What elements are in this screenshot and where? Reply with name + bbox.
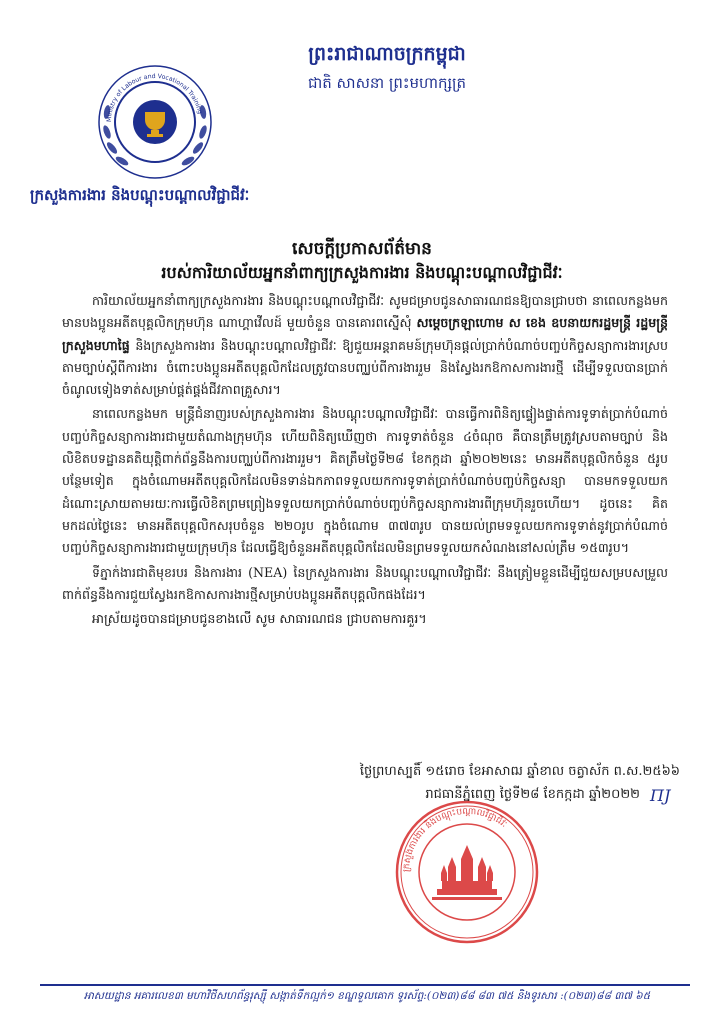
- document-title: សេចក្តីប្រកាសព័ត៌មាន: [292, 239, 432, 259]
- paragraph-3: ទីភ្នាក់ងារជាតិមុខរបរ និងការងារ (NEA) នៃក្រសួងការងារ និងបណ្តុះបណ្តាលវិជ្ជាជីវៈ នឹងត្រៀមខ្លួនដើម្បីជួយសម្របសម្រួលពាក់ព័ន្ធនឹងការជួយស្វែងរកឱកាសការងារថ្មីសម្រាប់បងប្អូនអតីតបុគ្គលិកផងដែរ។: [62, 564, 668, 602]
- paragraph-2: នាពេលកន្លងមក មន្ត្រីជំនាញរបស់ក្រសួងការងារ និងបណ្តុះបណ្តាលវិជ្ជាជីវៈ បានធ្វើការពិនិត្យផ្ទៀងផ្ទាត់ការទូទាត់ប្រាក់បំណាច់បញ្ចប់កិច្ចសន្យាការងារជាមួយតំណាងក្រុមហ៊ុន ហើយពិនិត្យឃើញថា ការទូទាត់ចំនួន ៤ចំណុច គឺបានត្រឹមត្រូវស្របតាមច្បាប់ និងលិខិតបទដ្ឋានគតិយុត្តិពាក់ព័ន្ធនឹងការបញ្ឈប់ពីការងាររួម។ គិតត្រឹមថ្ងៃទី២៨ ខែកក្កដា ឆ្នាំ២០២២នេះ មានអតីតបុគ្គលិកចំនួន ៥រូប បន្ថែមទៀត ក្នុងចំណោមអតីតបុគ្គលិកដែលមិនទាន់ឯកភាពទទួលយកការទូទាត់ប្រាក់បំណាច់បញ្ចប់កិច្ចសន្យា បានមកទទួលយកដំណោះស្រាយតាមរយៈការធ្វើលិខិតព្រមព្រៀងទទួលយកប្រាក់បំណាច់បញ្ចប់កិច្ចសន្យាការងារពីក្រុមហ៊ុនរួចហើយ។ ដូចនេះ គិតមកដល់ថ្ងៃនេះ មានអតីតបុគ្គលិកសរុបចំនួន ២២០រូប ក្នុងចំណោម ៣៧៣រូប បានយល់ព្រមទទួលយកការទូទាត់នូវប្រាក់បំណាច់បញ្ចប់កិច្ចសន្យាការងារជាមួយក្រុមហ៊ុន ដែលធ្វើឱ្យចំនួនអតីតបុគ្គលិកដែលមិនព្រមទទួលយកសំណងនៅសល់ត្រឹម ១៥៣រូប។: [62, 406, 668, 556]
- paragraph-1-bold-name: សម្តេចក្រឡាហោម ស ខេង ឧបនាយករដ្ឋមន្ត្រី រដ្ឋមន្ត្រីក្រសួងមហាផ្ទៃ: [62, 315, 668, 353]
- angkor-temple-icon: [432, 845, 502, 900]
- footer-divider: [40, 984, 690, 986]
- ministry-logo: [95, 62, 215, 182]
- paragraph-1-text-b: និងក្រសួងការងារ និងបណ្តុះបណ្តាលវិជ្ជាជីវៈ ឱ្យជួយអន្តរាគមន៍ក្រុមហ៊ុនផ្តល់ប្រាក់បំណាច់បញ្ចប់កិច្ចសន្យាការងារស្របតាមច្បាប់ស្តីពីការងារ ចំពោះបងប្អូនអតីតបុគ្គលិកដែលត្រូវបានបញ្ឈប់ពីការងាររួម និងស្វែងរកឱកាសការងារថ្មី ដើម្បីទទួលបានប្រាក់ចំណូលទៀងទាត់សម្រាប់ផ្គត់ផ្គង់ជីវភាពគ្រួសារ។: [62, 337, 668, 398]
- lunar-date: ថ្ងៃព្រហស្បតិ៍ ១៥រោច ខែអាសាឍ ឆ្នាំខាល ចត្វាស័ក ព.ស.២៥៦៦: [359, 764, 680, 779]
- kingdom-heading: ព្រះរាជាណាចក្រកម្ពុជា: [308, 43, 466, 65]
- paragraph-4: អាស្រ័យដូចបានជម្រាបជូនខាងលើ សូម សាធារណជន ជ្រាបតាមការគួរ។: [92, 611, 427, 627]
- official-seal: [392, 797, 542, 947]
- footer-address: អាសយដ្ឋាន អគារលេខ៣ មហាវិថីសហព័ន្ធរុស្ស៊ី សង្កាត់ទឹកល្អក់១ ខណ្ឌទួលគោក ទូរស័ព្ទ:(០២៣)៨៨ ៨៣ ៧៥ និងទូរសារ :(០២៣)៨៨ ៣៧ ៦៥: [83, 990, 651, 1002]
- seal-ring-text: ក្រសួងការងារ និងបណ្តុះបណ្តាលវិជ្ជាជីវៈ: [401, 806, 509, 873]
- paragraph-1: [62, 290, 668, 401]
- handwritten-initials: ПJ: [650, 786, 671, 805]
- document-subtitle: របស់ការិយាល័យអ្នកនាំពាក្យក្រសួងការងារ និងបណ្តុះបណ្តាលវិជ្ជាជីវៈ: [161, 263, 563, 282]
- document-body: [62, 290, 668, 632]
- national-motto: ជាតិ សាសនា ព្រះមហាក្សត្រ: [307, 74, 467, 92]
- solar-date: រាជធានីភ្នំពេញ ថ្ងៃទី២៨ ខែកក្កដា ឆ្នាំ២០២២: [425, 787, 640, 802]
- paragraph-1-text-a: ការិយាល័យអ្នកនាំពាក្យក្រសួងការងារ និងបណ្តុះបណ្តាលវិជ្ជាជីវៈ សូមជម្រាបជូនសាធារណជនឱ្យបានជ្រាបថា នាពេលកន្លងមក មានបងប្អូនអតីតបុគ្គលិកក្រុមហ៊ុន ណាហ្គាវើលដ៍ មួយចំនួន បានគោរពស្នើសុំ: [62, 293, 668, 331]
- ministry-name: ក្រសួងការងារ និងបណ្តុះបណ្តាលវិជ្ជាជីវៈ: [30, 186, 250, 204]
- logo-ring-text: Ministry of Labour and Vocational Training: [105, 72, 204, 123]
